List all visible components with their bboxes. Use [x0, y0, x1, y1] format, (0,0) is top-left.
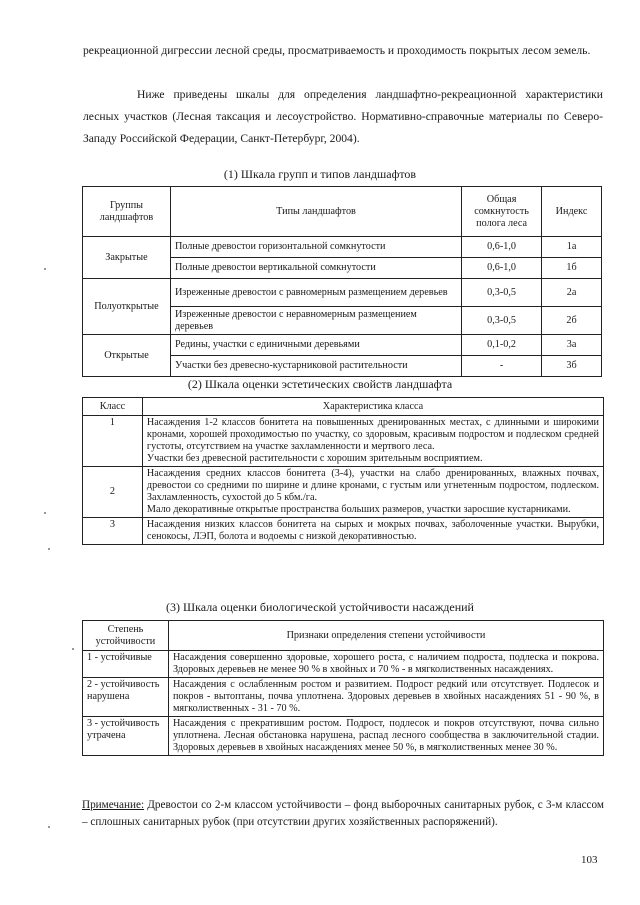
type-cell: Участки без древесно-кустарниковой растительности — [170, 356, 461, 377]
type-cell: Изреженные древостои с неравномерным размещением деревьев — [170, 307, 461, 335]
density-cell: - — [462, 356, 542, 377]
note-text: Древостои со 2-м классом устойчивости – фонд выборочных санитарных рубок, с 3-м классом – сплошных санитарных рубок (при отсутствии других хозяйственных распоряжений). — [82, 799, 604, 828]
header-density: Общая сомкнутость полога леса — [462, 187, 542, 237]
header-stability-signs: Признаки определения степени устойчивости — [168, 621, 603, 651]
index-cell: 2а — [542, 279, 602, 307]
index-cell: 1б — [542, 258, 602, 279]
stability-description: Насаждения с прекратившим ростом. Подрост, подлесок и покров отсутствуют, почва сильно уплотнена. Лесная обстановка нарушена, распад лесного сообщества в заключительной стадии. Здоровых деревьев в хвойных насаждениях менее 50 %, в мягколиственных менее 30 %. — [168, 717, 603, 756]
note-label: Примечание: — [82, 799, 145, 811]
header-index: Индекс — [542, 187, 602, 237]
scan-speck — [44, 268, 46, 270]
density-cell: 0,1-0,2 — [462, 335, 542, 356]
scan-speck — [48, 548, 50, 550]
density-cell: 0,6-1,0 — [462, 237, 542, 258]
stability-degree-cell: 3 - устойчивость утрачена — [83, 717, 169, 756]
table3-caption: (3) Шкала оценки биологической устойчивости насаждений — [166, 600, 474, 614]
class-cell: 1 — [83, 416, 143, 467]
index-cell: 3а — [542, 335, 602, 356]
class-description-main: Насаждения средних классов бонитета (3-4), участки на слабо дренированных, влажных почвах, древостои со средними по ширине и длине кронами, с густым или угнетенным подростом, подлеском. Захламленность, сухостой до 5 кбм./га. — [146, 468, 599, 503]
stability-scale-table — [82, 620, 604, 756]
type-cell: Полные древостои горизонтальной сомкнутости — [170, 237, 461, 258]
class-description-extra: Участки без древесной растительности с хорошим зрительным восприятием. — [146, 453, 483, 464]
header-class-characteristic: Характеристика класса — [142, 398, 603, 416]
group-closed: Закрытые — [83, 237, 171, 279]
header-stability-degree: Степень устойчивости — [83, 621, 169, 651]
type-cell: Полные древостои вертикальной сомкнутости — [170, 258, 461, 279]
scan-speck — [72, 648, 74, 650]
density-cell: 0,6-1,0 — [462, 258, 542, 279]
note-paragraph — [82, 797, 604, 831]
landscape-types-table — [82, 186, 602, 377]
index-cell: 1а — [542, 237, 602, 258]
stability-description: Насаждения совершенно здоровые, хорошего роста, с наличием подроста, подлеска и покрова. Здоровых деревьев не менее 90 % в хвойных и 70 % - в мягколиственных насаждениях. — [168, 651, 603, 678]
group-open: Открытые — [83, 335, 171, 377]
class-description-main: Насаждения низких классов бонитета на сырых и мокрых почвах, заболоченные участки. Вырубки, сенокосы, ЛЭП, болота и водоемы с низкой декоративностью. — [146, 519, 599, 542]
header-types: Типы ландшафтов — [170, 187, 461, 237]
class-description-extra: Мало декоративные открытые пространства больших размеров, участки заросшие кустарниками. — [146, 504, 571, 515]
density-cell: 0,3-0,5 — [462, 279, 542, 307]
class-description-main: Насаждения 1-2 классов бонитета на повышенных дренированных местах, с длинными и широкими кронами, хорошей проходимостью по участку, со здоровым, красивым подростом и подлеском средней густоты, отсутствием на участке захламленности и мертвого леса. — [146, 417, 599, 452]
header-class: Класс — [83, 398, 143, 416]
group-semi-open: Полуоткрытые — [83, 279, 171, 335]
type-cell: Редины, участки с единичными деревьями — [170, 335, 461, 356]
stability-degree-cell: 1 - устойчивые — [83, 651, 169, 678]
density-cell: 0,3-0,5 — [462, 307, 542, 335]
page-number: 103 — [581, 854, 598, 866]
index-cell: 2б — [542, 307, 602, 335]
table1-caption: (1) Шкала групп и типов ландшафтов — [223, 167, 417, 181]
scan-speck — [44, 512, 46, 514]
class-description — [142, 518, 603, 545]
aesthetic-scale-table — [82, 397, 604, 545]
table2-caption: (2) Шкала оценки эстетических свойств ландшафта — [187, 377, 453, 391]
stability-degree-cell: 2 - устойчивость нарушена — [83, 678, 169, 717]
index-cell: 3б — [542, 356, 602, 377]
class-cell: 3 — [83, 518, 143, 545]
intro-paragraph-1: рекреационной дигрессии лесной среды, просматриваемость и проходимость покрытых лесом земель. — [83, 44, 591, 57]
class-description — [142, 416, 603, 467]
class-description — [142, 467, 603, 518]
header-groups: Группы ландшафтов — [83, 187, 171, 237]
scan-speck — [48, 826, 50, 828]
stability-description: Насаждения с ослабленным ростом и развитием. Подрост редкий или отсутствует. Подлесок и покров - вытоптаны, почва уплотнена. Здоровых деревьев в хвойных насаждениях 51 - 90 %, в мягколиственных - 31 - 70 %. — [168, 678, 603, 717]
class-cell: 2 — [83, 467, 143, 518]
intro-paragraph-2: Ниже приведены шкалы для определения ландшафтно-рекреационной характеристики лесных участков (Лесная таксация и лесоустройство. Нормативно-справочные материалы по Северо-Западу Российской Федерации, Санкт-Петербург, 2004). — [83, 88, 603, 145]
type-cell: Изреженные древостои с равномерным размещением деревьев — [170, 279, 461, 307]
